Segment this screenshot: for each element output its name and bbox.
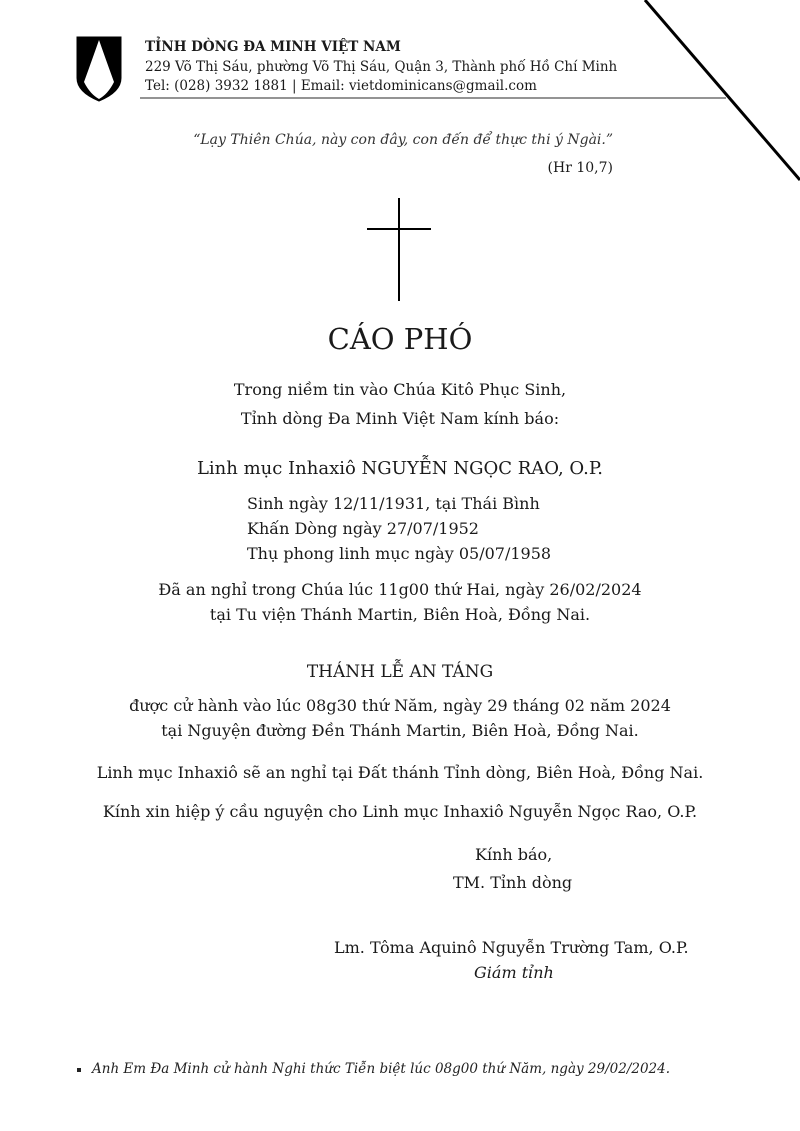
deceased-detail: Thụ phong linh mục ngày 05/07/1958 bbox=[247, 544, 552, 563]
page-title: CÁO PHÓ bbox=[327, 322, 473, 356]
deceased-detail: Sinh ngày 12/11/1931, tại Thái Bình bbox=[247, 494, 540, 513]
deceased-detail: Khấn Dòng ngày 27/07/1952 bbox=[247, 519, 479, 538]
mourning-ribbon bbox=[645, 0, 800, 180]
death-line: Đã an nghỉ trong Chúa lúc 11g00 thứ Hai, ngày 26/02/2024 bbox=[158, 580, 642, 599]
intro-line: Trong niềm tin vào Chúa Kitô Phục Sinh, bbox=[233, 380, 567, 399]
footnote: Anh Em Đa Minh cử hành Nghi thức Tiễn biệt lúc 08g00 thứ Năm, ngày 29/02/2024. bbox=[92, 1061, 671, 1077]
signer-role: Giám tỉnh bbox=[474, 963, 554, 982]
scripture-ref: (Hr 10,7) bbox=[547, 160, 613, 176]
intro-line: Tỉnh dòng Đa Minh Việt Nam kính báo: bbox=[240, 409, 560, 428]
closing-regards: Kính báo, bbox=[475, 845, 553, 864]
bullet-icon bbox=[77, 1068, 81, 1072]
org-contact: Tel: (028) 3932 1881 | Email: vietdominicans@gmail.com bbox=[145, 78, 537, 94]
funeral-line: tại Nguyện đường Đền Thánh Martin, Biên Hoà, Đồng Nai. bbox=[161, 721, 639, 740]
deceased-name: Linh mục Inhaxiô NGUYỄN NGỌC RAO, O.P. bbox=[196, 458, 604, 479]
funeral-heading: THÁNH LỄ AN TÁNG bbox=[306, 662, 494, 682]
funeral-line: được cử hành vào lúc 08g30 thứ Năm, ngày 29 tháng 02 năm 2024 bbox=[129, 696, 671, 715]
death-line: tại Tu viện Thánh Martin, Biên Hoà, Đồng Nai. bbox=[209, 605, 591, 624]
org-address: 229 Võ Thị Sáu, phường Võ Thị Sáu, Quận 3, Thành phố Hồ Chí Minh bbox=[145, 59, 618, 75]
cross-icon bbox=[367, 198, 431, 301]
org-name: TỈNH DÒNG ĐA MINH VIỆT NAM bbox=[145, 39, 401, 55]
burial-line: Linh mục Inhaxiô sẽ an nghỉ tại Đất thánh Tỉnh dòng, Biên Hoà, Đồng Nai. bbox=[96, 763, 704, 782]
shield-logo bbox=[77, 37, 121, 101]
prayer-line: Kính xin hiệp ý cầu nguyện cho Linh mục Inhaxiô Nguyễn Ngọc Rao, O.P. bbox=[102, 802, 698, 821]
signer-name: Lm. Tôma Aquinô Nguyễn Trường Tam, O.P. bbox=[334, 938, 689, 957]
closing-on-behalf: TM. Tỉnh dòng bbox=[453, 873, 573, 892]
scripture-quote: “Lạy Thiên Chúa, này con đây, con đến để thực thi ý Ngài.” bbox=[193, 132, 613, 148]
